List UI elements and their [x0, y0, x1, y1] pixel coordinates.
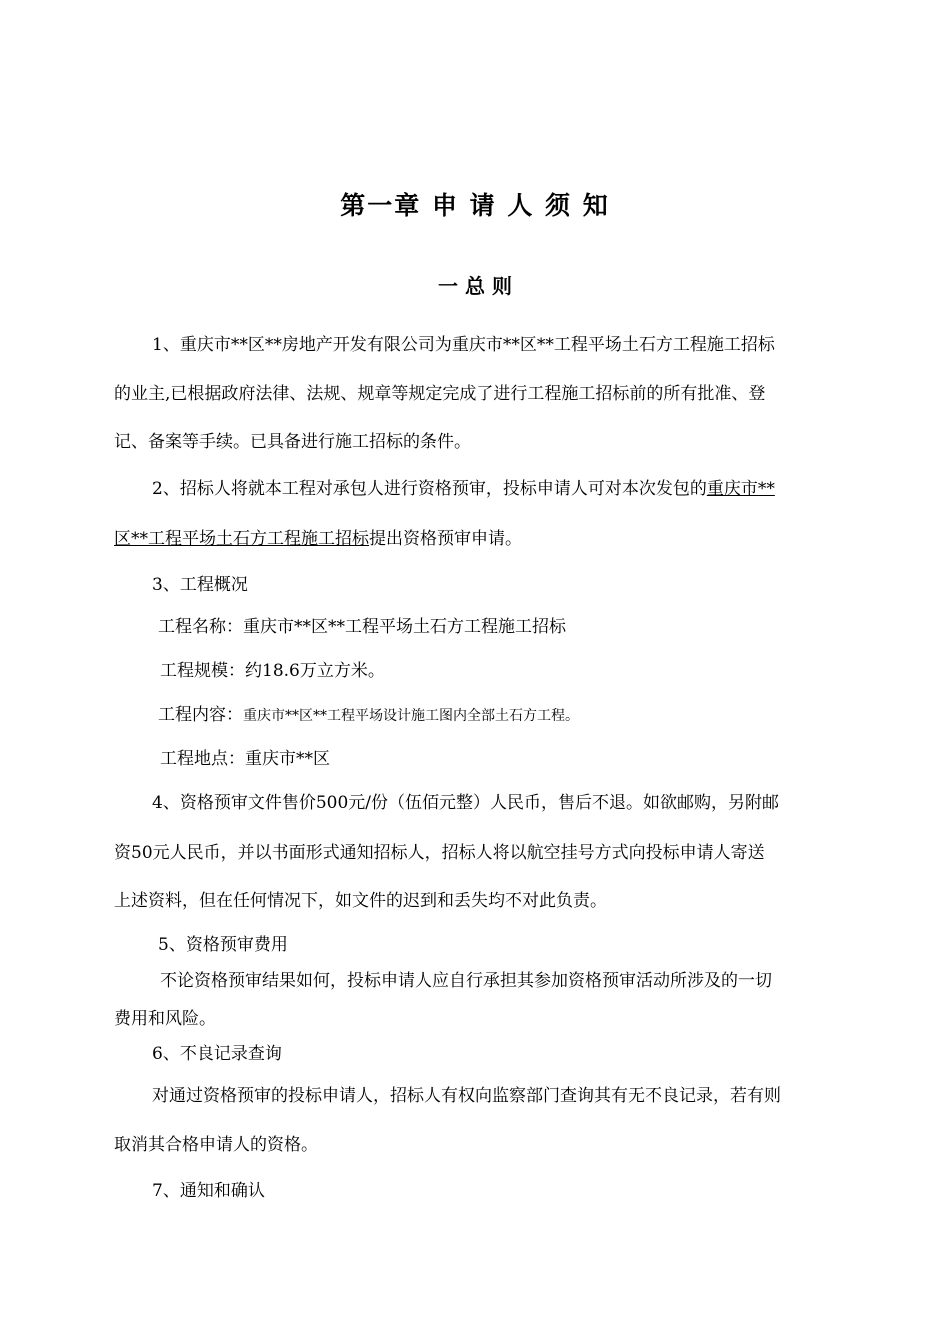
paragraph-4-line-3: 上述资料，但在任何情况下，如文件的迟到和丢失均不对此负责。: [114, 891, 607, 911]
heading-notice-confirmation: 7、通知和确认: [152, 1181, 265, 1201]
project-name-underlined-continued: 区**工程平场土石方工程施工招标: [114, 529, 369, 549]
heading-prequal-fee: 5、资格预审费用: [158, 935, 288, 955]
paragraph-4-line-2: 资50元人民币，并以书面形式通知招标人，招标人将以航空挂号方式向投标申请人寄送: [114, 843, 765, 863]
paragraph-2-line-1: [152, 478, 775, 500]
paragraph-1-line-1: 1、重庆市**区**房地产开发有限公司为重庆市**区**工程平场土石方工程施工招标: [152, 335, 775, 355]
chapter-title: 第一章 申 请 人 须 知: [340, 191, 610, 220]
paragraph-5-line-2: 费用和风险。: [114, 1009, 216, 1029]
paragraph-2-text: 2、招标人将就本工程对承包人进行资格预审，投标申请人可对本次发包的: [152, 479, 707, 499]
project-content-label: 工程内容：: [158, 705, 243, 725]
section-title: 一 总 则: [438, 274, 512, 298]
heading-record-inquiry: 6、不良记录查询: [152, 1044, 282, 1064]
paragraph-2-text-end: 提出资格预审申请。: [369, 529, 522, 549]
paragraph-1-line-3: 记、备案等手续。已具备进行施工招标的条件。: [114, 432, 471, 452]
project-name-line: 工程名称：重庆市**区**工程平场土石方工程施工招标: [158, 617, 566, 637]
project-content-value: 重庆市**区**工程平场设计施工图内全部土石方工程。: [243, 708, 579, 724]
project-name-underlined: 重庆市**: [706, 479, 775, 499]
paragraph-4-line-1: 4、资格预审文件售价500元/份（伍佰元整）人民币，售后不退。如欲邮购，另附邮: [152, 793, 779, 813]
project-scale-line: 工程规模：约18.6万立方米。: [160, 661, 385, 681]
paragraph-5-line-1: 不论资格预审结果如何，投标申请人应自行承担其参加资格预审活动所涉及的一切: [160, 971, 772, 991]
heading-project-overview: 3、工程概况: [152, 575, 248, 595]
paragraph-6-line-1: 对通过资格预审的投标申请人，招标人有权向监察部门查询其有无不良记录，若有则: [152, 1086, 781, 1106]
paragraph-6-line-2: 取消其合格申请人的资格。: [114, 1135, 318, 1155]
paragraph-2-line-2: [114, 528, 522, 550]
project-content-line: [158, 704, 579, 727]
paragraph-1-line-2: 的业主,已根据政府法律、法规、规章等规定完成了进行工程施工招标前的所有批准、登: [114, 384, 766, 404]
project-location-line: 工程地点：重庆市**区: [160, 749, 330, 769]
